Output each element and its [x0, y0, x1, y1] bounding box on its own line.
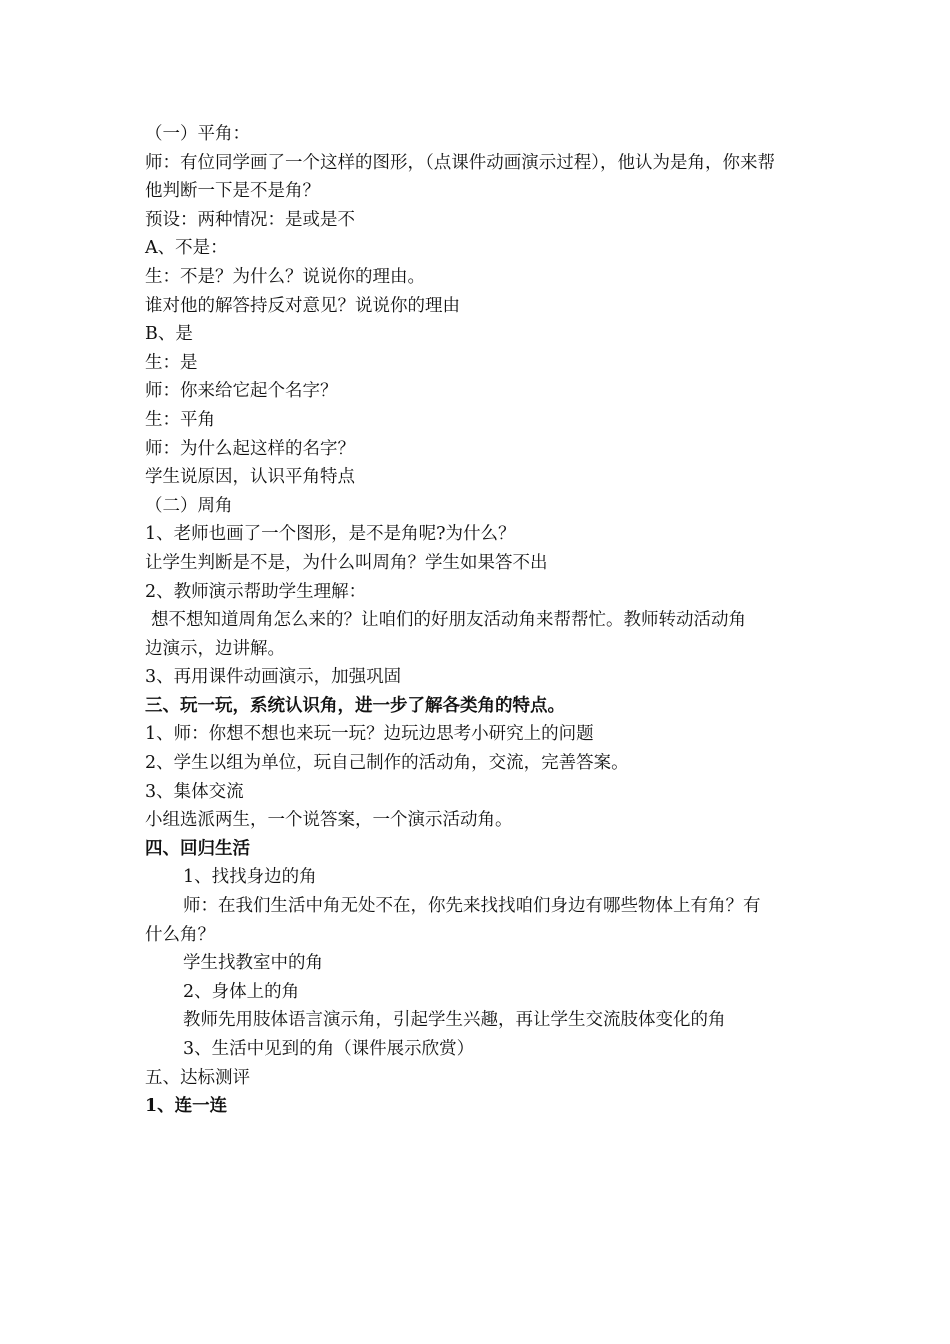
- section-heading-4: 四、回归生活: [145, 838, 250, 859]
- paragraph-line: 1、找找身边的角: [183, 867, 317, 888]
- paragraph-line: 学生说原因，认识平角特点: [145, 467, 355, 488]
- paragraph-line: 边演示，边讲解。: [145, 638, 285, 659]
- paragraph-line: 生：是: [145, 352, 198, 373]
- paragraph-line: 2、身体上的角: [183, 981, 300, 1002]
- paragraph-line: 师：为什么起这样的名字？: [145, 438, 355, 459]
- paragraph-line: 预设：两种情况：是或是不: [145, 209, 355, 230]
- paragraph-line: 3、集体交流: [145, 781, 244, 802]
- paragraph-line: B、是: [145, 324, 193, 345]
- paragraph-line: A、不是：: [145, 238, 228, 259]
- section-heading-5: 五、达标测评: [145, 1067, 250, 1088]
- paragraph-line: 3、再用课件动画演示，加强巩固: [145, 667, 402, 688]
- paragraph-line: 他判断一下是不是角？: [145, 181, 320, 202]
- subheading-round-angle: （二）周角: [145, 495, 233, 516]
- document-body: [145, 120, 810, 1121]
- paragraph-line: 让学生判断是不是，为什么叫周角？学生如果答不出: [145, 552, 548, 573]
- paragraph-line: 生：不是？为什么？说说你的理由。: [145, 266, 425, 287]
- section-heading-3: 三、玩一玩，系统认识角，进一步了解各类角的特点。: [145, 695, 565, 716]
- paragraph-line: 2、教师演示帮助学生理解：: [145, 581, 367, 602]
- paragraph-line: 1、师：你想不想也来玩一玩？边玩边思考小研究上的问题: [145, 724, 594, 745]
- paragraph-line: 什么角？: [145, 924, 215, 945]
- paragraph-line: 生：平角: [145, 409, 215, 430]
- subheading-flat-angle: （一）平角：: [145, 124, 250, 144]
- paragraph-line: 3、生活中见到的角（课件展示欣赏）: [183, 1039, 475, 1059]
- paragraph-line: 1、老师也画了一个图形，是不是角呢?为什么？: [145, 524, 516, 545]
- paragraph-line: 师：你来给它起个名字？: [145, 381, 338, 402]
- paragraph-line: 师：有位同学画了一个这样的图形，（点课件动画演示过程），他认为是角，你来帮: [145, 152, 775, 173]
- paragraph-line: 小组选派两生，一个说答案，一个演示活动角。: [145, 810, 513, 831]
- paragraph-line: 2、学生以组为单位，玩自己制作的活动角，交流，完善答案。: [145, 753, 629, 774]
- subheading-matching: 1、连一连: [145, 1096, 228, 1117]
- paragraph-line: 学生找教室中的角: [183, 953, 323, 974]
- paragraph-line: 师：在我们生活中角无处不在，你先来找找咱们身边有哪些物体上有角？有: [183, 896, 761, 917]
- paragraph-line: 谁对他的解答持反对意见？说说你的理由: [145, 295, 460, 316]
- paragraph-line: 教师先用肢体语言演示角，引起学生兴趣，再让学生交流肢体变化的角: [183, 1010, 726, 1031]
- paragraph-line: 想不想知道周角怎么来的？让咱们的好朋友活动角来帮帮忙。教师转动活动角: [151, 610, 746, 631]
